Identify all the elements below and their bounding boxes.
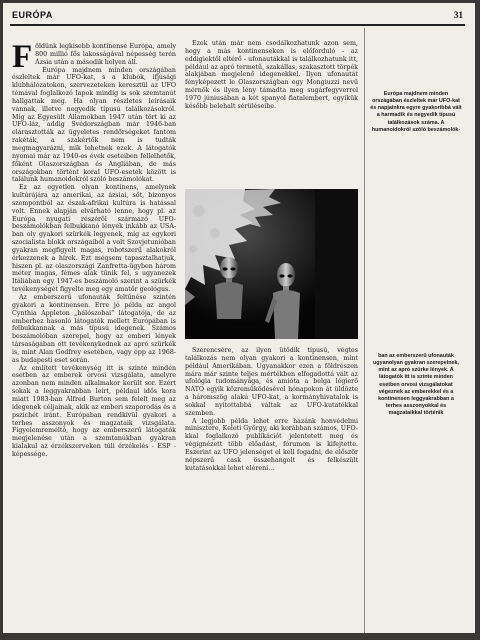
paragraph: Ezek után már nem csodálkozhatunk azon sem, hogy a más kontinenseken is előforduló - az eddigiektől eltérő - ufonautákkal is találkozhatunk itt, például az apró termetű, szakállas, szakasztott törpék alakjában megjelenő idegenekkel. Ilyen ufonautát fényképezett le Olaszországban egy Mongiuzzi nevű mérnök és ilyen lény támadta meg sugárfegyverrel 1970 júniusában a két spanyol fiatalembert, egyikük később belehalt sérüléseibe. xyxy=(185,40,358,110)
intro-paragraph xyxy=(12,43,176,75)
paragraph: Az említett tevékenység itt is szinte mindén esetben az emberek orvosi vizsgálata, amelyre azonban nem minden alkalmakor került sor. Ezért sokak a leggyakrabban leírt, példaul idős kora miatt 1983-ban Alfred Burton sem felelt meg az idegenek céljainak, akik az emberi szaporodás és a pszichét iránt. Európaban rendkívül gyakori a terhes asszonyok és magzataik vizsgálata. Figyelemreméltó, hogy az emberszerű látogatók megjelenése után a szemtanúkban gyakran kialakul az érzékszerveken túli érzékelés - ESP - képessége. xyxy=(12,364,176,458)
paragraph: Az emberszerű ufonauták feltűnése szintén gyakori a kontinensen. Erre jó példa az angol Cynthia Appleton „hálószobai” látogatója, de az emberhez hasonló látogatók mellett Európában is felbukkannak a más típusú idegenek. Számos beszámolóban szerepel, hogy az emberi lények társaságában ott tevékenykednek az apró szürkék is, mint Alan Godfrey esetében, vagy épp az 1968-as budapesti eset során. xyxy=(12,294,176,364)
article-column-3 xyxy=(185,347,358,633)
alien-photo xyxy=(185,189,358,339)
running-header xyxy=(10,10,465,24)
article-column-2 xyxy=(185,40,358,186)
magazine-page xyxy=(3,3,475,633)
alien-photo-illustration xyxy=(185,189,358,339)
sidebar-note-top: Európa majdnem minden országában észleltek már UFO-kat és napjainkra egyre gyakoribbá vált a harmadik és negyedik típusú találkozások száma. A humanoidokról szóló beszámolók- xyxy=(370,91,462,133)
header-rule xyxy=(10,24,465,26)
paragraph: Szerencsére, az ilyen ütődik típusú, végtes találkozás nem olyan gyakori a kontinensen, mint például Amerikában. Ugyanakkor ezen a földrészen mára már szinte teljes mértékben elfogadottá vált az ufológia tudományága, és amióta a belga légierő NATO egyik közreműködésével hónapokon át üldözte a háromszög alakú UFO-kat, a kormányhivatalok is sokkal nyitottabbá váltak az UFO-kutatókkal szemben. xyxy=(185,347,358,417)
article-column-1 xyxy=(12,43,176,633)
page-number: 31 xyxy=(454,10,463,20)
paragraph: A legjobb példa lehet erre hazánk honvédelmi minisztere, Keleti György, aki korábban számos, UFO-kkal foglalkozó publikációt jelentetett meg és végignézett több előadást, fórumon is kifejtette. Eszerint az UFO jelenséget el kell fogadni, de először népszerű cask összehangolt és felkészült kutatásokkal lehet eléreni... xyxy=(185,417,358,472)
intro-text: öldünk legkisebb kontinense Európa, amely 800 millió fős lakosságával népesség terén Ázsia után a második helyen áll. xyxy=(35,43,176,66)
sidebar-note-bottom: ban az emberszerű ufonauták ugyanolyan gyakran szerepelnek, mint az apró szürke lények. A látogatók itt is szinte minden esetben orvosi vizsgálatokat végeznek az emberekkel és a kontinensen leggyakrabban a terhes asszonyokkal és magzataikkal történik xyxy=(373,353,459,417)
drop-cap: F xyxy=(12,43,33,75)
paragraph: Ez az egyetlen olyan kontinens, amelynek kultúrájára az amerikai, az ázsiai, sőt, bizonyos szempontból az észak-afrikai kultúra is hatással volt. Ennek alapján elvárható lenne, hogy pl. az Európa nyugati részéről származó UFO-beszámolókban felbukkanó lények inkább az USA-ban oly gyakori szürkék legyenek, míg az egykori szocialista blokk országaiból a volt Szovjetunióban gyakran megfigyelt magas, robotszerű alakokról érkezzenek a hírek. Ezt mégsem tapasztalhatjuk, hiszen pl. az olaszországi Zanfretta-ügyben három méter magas, fémes alak tűnik fel, s ugyanezek Itáliában egy 1947-es beszámoló szerint a szürkék tevékenységét figyelte meg egy amatőr geológus. xyxy=(12,184,176,294)
paragraph: Európa majdnem minden országában észleltek már UFO-kat, s a klubok, ifjúsági klubhálózatokon, szervezeteken keresztül az UFO témával foglalkozó lapok mindig is sok szemtanút hallgattak meg. Ha olyan részletes leírásaik vannak, illetve negyedik típusú találkozásokról. Míg az Egyesült Államokban 1947 után tört ki az UFO-láz, addig Svédországban már 1946-ban elárasztották az ügyeletes rendőrségeket fantom rakéták, a szakértők nem is tudták megmagyarázni, mik lehetnek ezek. A látogatók nyomai már az 1940-es évek eseteiben fellelhetők, főként Olaszországban és Angliában, de más országokban történt koraI UFO-esetek között is találunk humanoidokról szóló beszámolókat. xyxy=(12,66,176,184)
section-label: EURÓPA xyxy=(12,10,53,20)
sidebar-divider xyxy=(364,28,365,633)
